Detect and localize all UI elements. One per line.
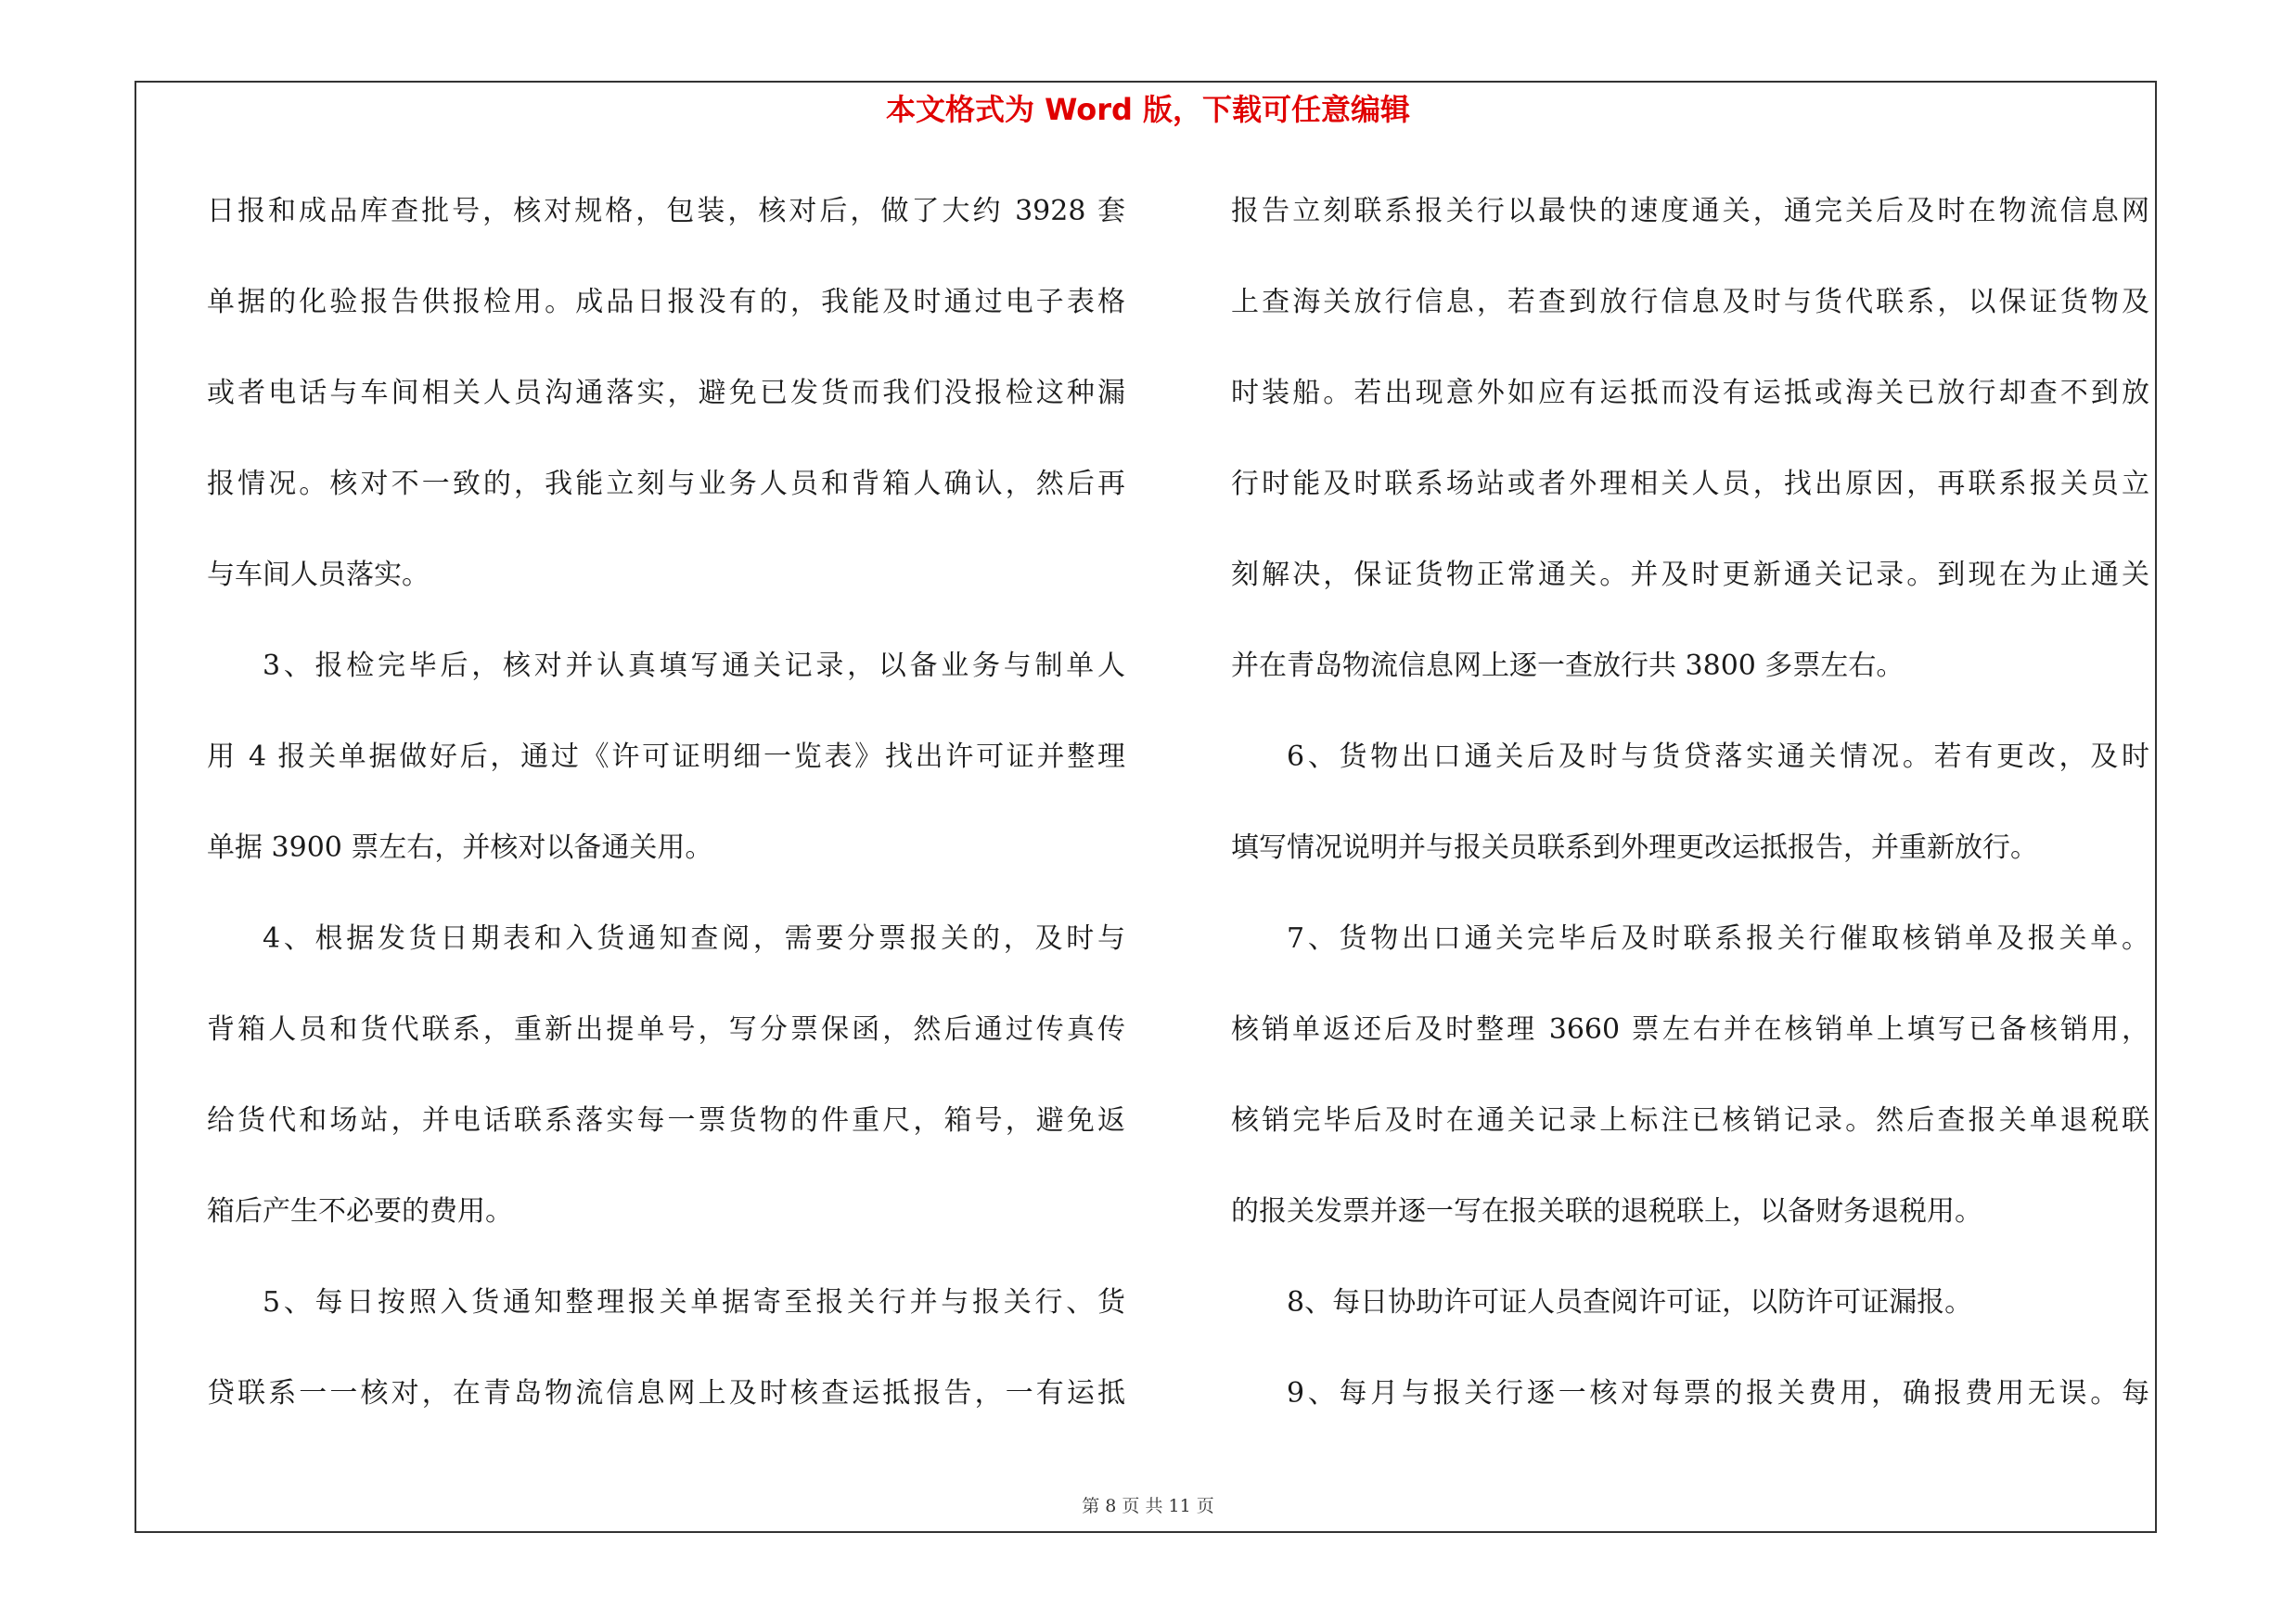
text-line: 给货代和场站，并电话联系落实每一票货物的件重尺，箱号，避免返 [207,1104,1125,1137]
text-line: 的报关发票并逐一写在报关联的退税联上，以备财务退税用。 [1231,1195,1982,1228]
text-line: 与车间人员落实。 [207,559,430,591]
text-line: 行时能及时联系场站或者外理相关人员，找出原因，再联系报关员立 [1231,468,2149,500]
text-line: 核销完毕后及时在通关记录上标注已核销记录。然后查报关单退税联 [1231,1104,2149,1137]
text-line: 6、货物出口通关后及时与货贷落实通关情况。若有更改，及时 [1287,741,2149,773]
text-line: 刻解决，保证货物正常通关。并及时更新通关记录。到现在为止通关 [1231,559,2149,591]
page-number-footer: 第 8 页 共 11 页 [1082,1496,1214,1516]
text-line: 或者电话与车间相关人员沟通落实，避免已发货而我们没报检这种漏 [207,377,1125,409]
text-line: 并在青岛物流信息网上逐一查放行共 3800 多票左右。 [1231,650,1905,682]
text-line: 7、货物出口通关完毕后及时联系报关行催取核销单及报关单。 [1287,922,2149,955]
text-line: 5、每日按照入货通知整理报关单据寄至报关行并与报关行、货 [263,1286,1125,1319]
text-line: 日报和成品库查批号，核对规格，包装，核对后，做了大约 3928 套 [207,195,1125,227]
text-line: 单据 3900 票左右，并核对以备通关用。 [207,831,713,864]
text-line: 报告立刻联系报关行以最快的速度通关，通完关后及时在物流信息网 [1231,195,2149,227]
text-line: 3、报检完毕后，核对并认真填写通关记录，以备业务与制单人 [263,650,1125,682]
text-line: 核销单返还后及时整理 3660 票左右并在核销单上填写已备核销用， [1231,1013,2149,1046]
text-line: 9、每月与报关行逐一核对每票的报关费用，确报费用无误。每 [1287,1377,2149,1410]
text-line: 8、每日协助许可证人员查阅许可证，以防许可证漏报。 [1287,1286,1973,1319]
text-line: 时装船。若出现意外如应有运抵而没有运抵或海关已放行却查不到放 [1231,377,2149,409]
text-line: 箱后产生不必要的费用。 [207,1195,513,1228]
text-line: 单据的化验报告供报检用。成品日报没有的，我能及时通过电子表格 [207,286,1125,318]
text-line: 报情况。核对不一致的，我能立刻与业务人员和背箱人确认，然后再 [207,468,1125,500]
text-line: 上查海关放行信息，若查到放行信息及时与货代联系，以保证货物及 [1231,286,2149,318]
text-line: 背箱人员和货代联系，重新出提单号，写分票保函，然后通过传真传 [207,1013,1125,1046]
right-text-column [1231,184,2149,1457]
word-format-banner: 本文格式为 Word 版，下载可任意编辑 [885,92,1411,127]
left-text-column [207,184,1125,1457]
text-line: 贷联系一一核对，在青岛物流信息网上及时核查运抵报告，一有运抵 [207,1377,1125,1410]
text-line: 填写情况说明并与报关员联系到外理更改运抵报告，并重新放行。 [1231,831,2038,864]
text-line: 用 4 报关单据做好后，通过《许可证明细一览表》找出许可证并整理 [207,741,1125,773]
text-line: 4、根据发货日期表和入货通知查阅，需要分票报关的，及时与 [263,922,1125,955]
